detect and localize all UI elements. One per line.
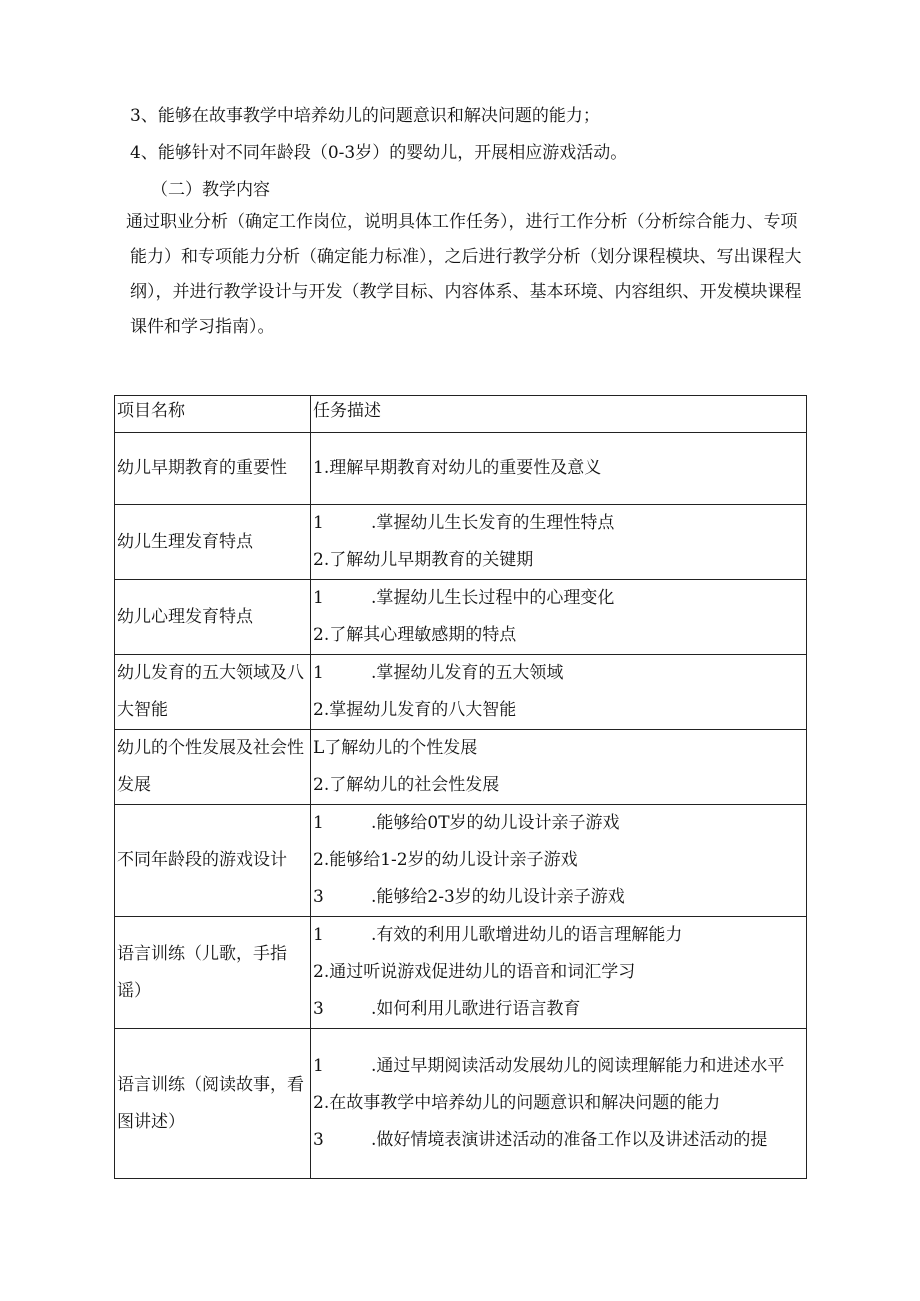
task-item bbox=[313, 450, 804, 487]
project-name-cell: 幼儿生理发育特点 bbox=[115, 505, 311, 580]
table-row bbox=[115, 1029, 807, 1179]
task-item bbox=[313, 1085, 804, 1122]
task-text: .能够给2-3岁的幼儿设计亲子游戏 bbox=[371, 887, 625, 907]
project-name-cell: 幼儿早期教育的重要性 bbox=[115, 433, 311, 505]
project-name-cell: 幼儿的个性发展及社会性发展 bbox=[115, 730, 311, 805]
project-name-cell: 语言训练（儿歌，手指谣） bbox=[115, 917, 311, 1029]
task-item bbox=[313, 879, 804, 916]
table-row bbox=[115, 805, 807, 917]
task-number: 3 bbox=[313, 887, 324, 907]
task-number: 3 bbox=[313, 1130, 324, 1150]
task-item bbox=[313, 991, 804, 1028]
task-text: 1.理解早期教育对幼儿的重要性及意义 bbox=[313, 458, 602, 478]
task-number: 1 bbox=[313, 588, 324, 608]
table-row bbox=[115, 730, 807, 805]
task-number: 1 bbox=[313, 513, 324, 533]
project-name-cell: 幼儿心理发育特点 bbox=[115, 580, 311, 655]
task-text: L了解幼儿的个性发展 bbox=[313, 738, 478, 758]
task-text: .掌握幼儿发育的五大领域 bbox=[371, 663, 564, 683]
task-text: .通过早期阅读活动发展幼儿的阅读理解能力和进述水平 bbox=[371, 1056, 785, 1076]
task-text: 2.在故事教学中培养幼儿的问题意识和解决问题的能力 bbox=[313, 1093, 721, 1113]
project-name-cell: 幼儿发育的五大领域及八大智能 bbox=[115, 655, 311, 730]
task-item bbox=[313, 805, 804, 842]
task-item bbox=[313, 505, 804, 542]
task-item bbox=[313, 1048, 804, 1085]
task-description-cell bbox=[311, 1029, 807, 1179]
section-heading: （二）教学内容 bbox=[151, 180, 270, 200]
project-name-cell: 语言训练（阅读故事，看图讲述） bbox=[115, 1029, 311, 1179]
task-item bbox=[313, 917, 804, 954]
table-row bbox=[115, 433, 807, 505]
task-item bbox=[313, 730, 804, 767]
table-header-row bbox=[115, 396, 807, 433]
task-text: 2.掌握幼儿发育的八大智能 bbox=[313, 700, 517, 720]
intro-item-4: 4、能够针对不同年龄段（0-3岁）的婴幼儿，开展相应游戏活动。 bbox=[130, 143, 628, 163]
header-project-name: 项目名称 bbox=[115, 396, 311, 433]
task-text: 2.了解幼儿的社会性发展 bbox=[313, 775, 500, 795]
task-item bbox=[313, 954, 804, 991]
task-item bbox=[313, 580, 804, 617]
project-name-cell: 不同年龄段的游戏设计 bbox=[115, 805, 311, 917]
task-description-cell bbox=[311, 580, 807, 655]
task-item bbox=[313, 692, 804, 729]
header-task-description: 任务描述 bbox=[311, 396, 807, 433]
task-text: 2.了解幼儿早期教育的关键期 bbox=[313, 550, 534, 570]
course-task-table bbox=[114, 395, 807, 1179]
task-item bbox=[313, 1122, 804, 1159]
task-text: 2.了解其心理敏感期的特点 bbox=[313, 625, 517, 645]
task-description-cell bbox=[311, 805, 807, 917]
task-text: .掌握幼儿生长发育的生理性特点 bbox=[371, 513, 615, 533]
task-item bbox=[313, 542, 804, 579]
task-item bbox=[313, 767, 804, 804]
task-text: 2.通过听说游戏促进幼儿的语音和词汇学习 bbox=[313, 962, 636, 982]
table-row bbox=[115, 917, 807, 1029]
table-row bbox=[115, 655, 807, 730]
table-row bbox=[115, 505, 807, 580]
task-number: 1 bbox=[313, 813, 324, 833]
task-description-cell bbox=[311, 655, 807, 730]
task-text: .能够给0T岁的幼儿设计亲子游戏 bbox=[371, 813, 620, 833]
task-number: 3 bbox=[313, 999, 324, 1019]
task-text: .如何利用儿歌进行语言教育 bbox=[371, 999, 581, 1019]
task-description-cell bbox=[311, 917, 807, 1029]
task-text: .掌握幼儿生长过程中的心理变化 bbox=[371, 588, 615, 608]
task-number: 1 bbox=[313, 663, 324, 683]
task-description-cell bbox=[311, 505, 807, 580]
task-item bbox=[313, 842, 804, 879]
task-text: .做好情境表演讲述活动的准备工作以及讲述活动的提 bbox=[371, 1130, 768, 1150]
task-text: .有效的利用儿歌增进幼儿的语言理解能力 bbox=[371, 925, 683, 945]
task-text: 2.能够给1-2岁的幼儿设计亲子游戏 bbox=[313, 850, 578, 870]
table-row bbox=[115, 580, 807, 655]
task-item bbox=[313, 617, 804, 654]
intro-item-3: 3、能够在故事教学中培养幼儿的问题意识和解决问题的能力； bbox=[130, 106, 600, 126]
task-description-cell bbox=[311, 433, 807, 505]
task-item bbox=[313, 655, 804, 692]
task-number: 1 bbox=[313, 1056, 324, 1076]
task-number: 1 bbox=[313, 925, 324, 945]
task-description-cell bbox=[311, 730, 807, 805]
body-paragraph: 通过职业分析（确定工作岗位，说明具体工作任务），进行工作分析（分析综合能力、专项能力）和专项能力分析（确定能力标准），之后进行教学分析（划分课程模块、写出课程大纲），并进行教学设计与开发（教学目标、内容体系、基本环境、内容组织、开发模块课程课件和学习指南）。 bbox=[126, 212, 802, 337]
